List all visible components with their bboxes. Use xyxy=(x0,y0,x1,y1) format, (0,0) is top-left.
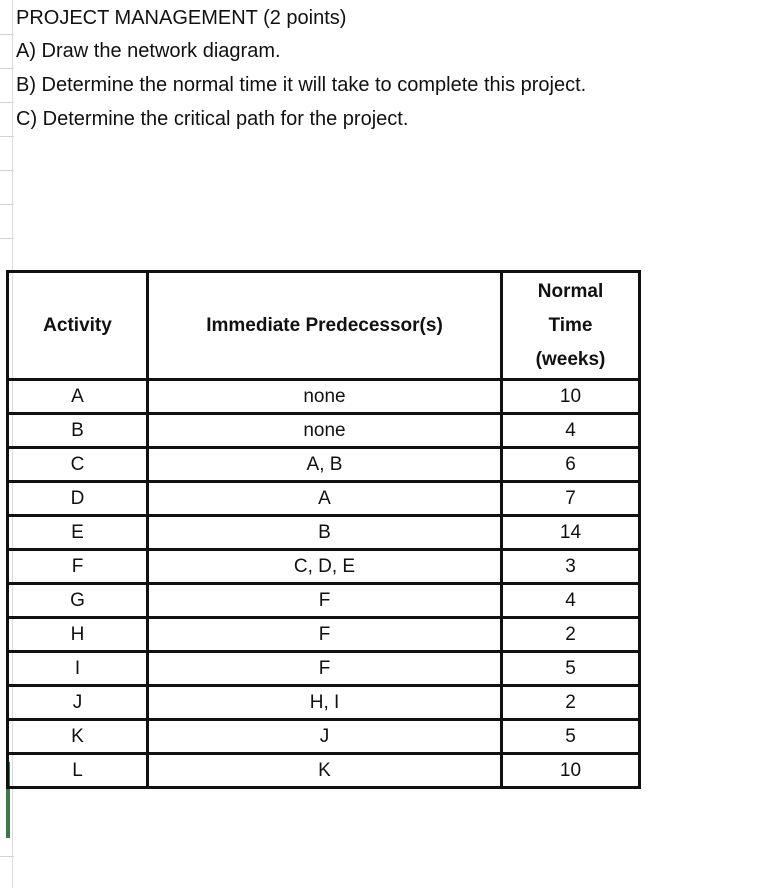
sheet-gridline xyxy=(0,170,14,171)
time-cell: 14 xyxy=(502,516,640,550)
header-time-line2: Time xyxy=(548,314,593,336)
question-part-b: B) Determine the normal time it will take to complete this project. xyxy=(16,74,587,96)
time-cell: 10 xyxy=(502,754,640,788)
time-cell: 2 xyxy=(502,618,640,652)
table-header-row xyxy=(8,272,640,380)
question-part-a: A) Draw the network diagram. xyxy=(16,40,281,62)
activity-table xyxy=(6,270,641,789)
header-activity: Activity xyxy=(8,272,148,380)
header-predecessors: Immediate Predecessor(s) xyxy=(148,272,502,380)
predecessor-cell: J xyxy=(148,720,502,754)
table-row xyxy=(8,584,640,618)
activity-cell: D xyxy=(8,482,148,516)
sheet-gridline xyxy=(0,102,14,103)
activity-cell: K xyxy=(8,720,148,754)
sheet-gridline xyxy=(0,34,14,35)
table-row xyxy=(8,754,640,788)
activity-cell: G xyxy=(8,584,148,618)
activity-cell: A xyxy=(8,380,148,414)
time-cell: 3 xyxy=(502,550,640,584)
predecessor-cell: F xyxy=(148,618,502,652)
table-row xyxy=(8,686,640,720)
activity-cell: E xyxy=(8,516,148,550)
header-normal-time xyxy=(502,272,640,380)
time-cell: 4 xyxy=(502,414,640,448)
time-cell: 7 xyxy=(502,482,640,516)
predecessor-cell: H, I xyxy=(148,686,502,720)
header-time-line1: Normal xyxy=(537,280,604,302)
predecessor-cell: K xyxy=(148,754,502,788)
table-row xyxy=(8,448,640,482)
predecessor-cell: none xyxy=(148,380,502,414)
activity-cell: J xyxy=(8,686,148,720)
predecessor-cell: A, B xyxy=(148,448,502,482)
table-row xyxy=(8,618,640,652)
activity-cell: C xyxy=(8,448,148,482)
sheet-gridline xyxy=(0,238,14,239)
predecessor-cell: F xyxy=(148,652,502,686)
time-cell: 2 xyxy=(502,686,640,720)
predecessor-cell: B xyxy=(148,516,502,550)
header-time-line3: (weeks) xyxy=(535,348,606,370)
table-row xyxy=(8,380,640,414)
question-part-c: C) Determine the critical path for the project. xyxy=(16,108,409,130)
time-cell: 5 xyxy=(502,720,640,754)
time-cell: 5 xyxy=(502,652,640,686)
predecessor-cell: none xyxy=(148,414,502,448)
table-row xyxy=(8,482,640,516)
sheet-gridline xyxy=(0,68,14,69)
time-cell: 10 xyxy=(502,380,640,414)
sheet-gridline xyxy=(0,136,14,137)
sheet-gridline xyxy=(0,856,14,857)
predecessor-cell: F xyxy=(148,584,502,618)
time-cell: 4 xyxy=(502,584,640,618)
table-row xyxy=(8,414,640,448)
predecessor-cell: C, D, E xyxy=(148,550,502,584)
activity-cell: F xyxy=(8,550,148,584)
question-title: PROJECT MANAGEMENT (2 points) xyxy=(16,7,347,29)
activity-cell: H xyxy=(8,618,148,652)
table-row xyxy=(8,652,640,686)
table-row xyxy=(8,550,640,584)
time-cell: 6 xyxy=(502,448,640,482)
activity-cell: B xyxy=(8,414,148,448)
activity-cell: L xyxy=(8,754,148,788)
predecessor-cell: A xyxy=(148,482,502,516)
table-row xyxy=(8,516,640,550)
table-row xyxy=(8,720,640,754)
activity-cell: I xyxy=(8,652,148,686)
sheet-gridline xyxy=(0,204,14,205)
